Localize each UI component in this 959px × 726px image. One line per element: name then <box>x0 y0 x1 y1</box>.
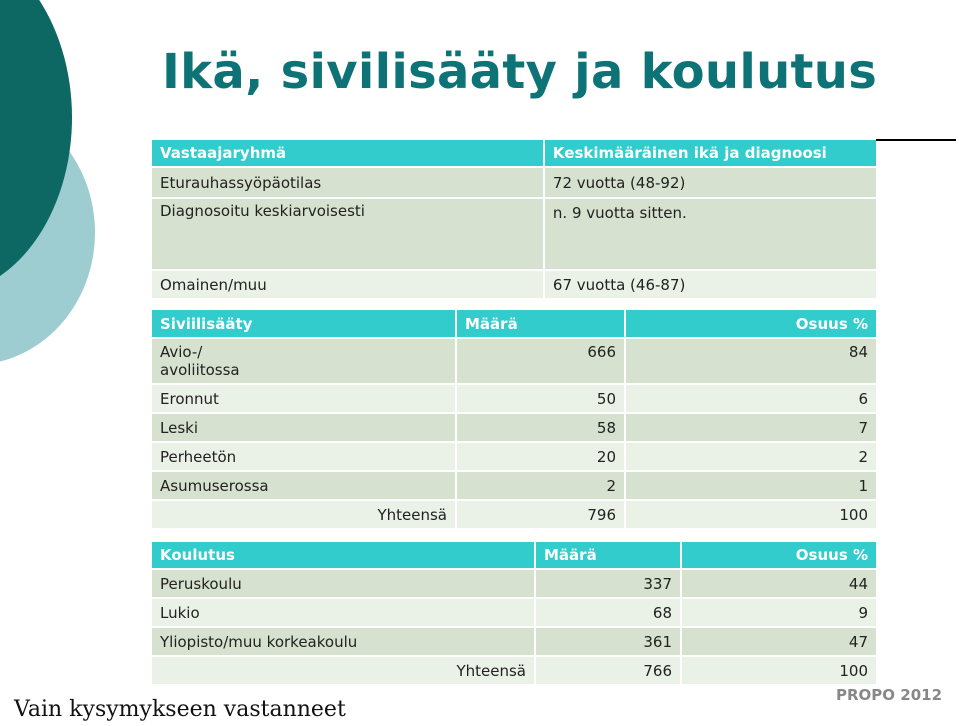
table-cell: Diagnosoitu keskiarvoisesti <box>152 199 543 269</box>
table-total-row <box>152 501 876 528</box>
table-header-row <box>152 542 876 568</box>
table-row <box>152 271 876 298</box>
table-row <box>152 570 876 597</box>
table-cell: Eturauhassyöpäotilas <box>152 168 543 197</box>
table-total-row <box>152 657 876 684</box>
column-header: Määrä <box>457 310 624 337</box>
source-label: PROPO 2012 <box>836 686 943 704</box>
table-cell: Asumuserossa <box>152 472 455 499</box>
table-row <box>152 472 876 499</box>
table-cell: 50 <box>457 385 624 412</box>
table-cell-text: Avio-/ avoliitossa <box>160 343 240 379</box>
table-cell: 67 vuotta (46-87) <box>545 271 876 298</box>
table-cell: 44 <box>682 570 876 597</box>
respondent-group-table <box>150 138 878 300</box>
table-cell: Leski <box>152 414 455 441</box>
decorative-rule <box>876 139 956 141</box>
table-row <box>152 385 876 412</box>
table-cell: 2 <box>457 472 624 499</box>
table-cell: 337 <box>536 570 680 597</box>
table-cell: 20 <box>457 443 624 470</box>
table-row <box>152 628 876 655</box>
page-title: Ikä, sivilisääty ja koulutus <box>162 44 878 100</box>
table-cell: 100 <box>626 501 876 528</box>
table-cell: 1 <box>626 472 876 499</box>
table-cell: 796 <box>457 501 624 528</box>
table-cell: 58 <box>457 414 624 441</box>
table-cell: Perheetön <box>152 443 455 470</box>
table-header-row <box>152 140 876 166</box>
table-cell: 68 <box>536 599 680 626</box>
column-header: Osuus % <box>682 542 876 568</box>
table-row <box>152 599 876 626</box>
table-cell: 100 <box>682 657 876 684</box>
table-cell: 9 <box>682 599 876 626</box>
table-row <box>152 414 876 441</box>
column-header: Osuus % <box>626 310 876 337</box>
table-cell: 84 <box>626 339 876 383</box>
table-row <box>152 443 876 470</box>
table-cell: Eronnut <box>152 385 455 412</box>
column-header: Koulutus <box>152 542 534 568</box>
table-cell: Yhteensä <box>152 657 534 684</box>
footnote: Vain kysymykseen vastanneet <box>14 697 346 722</box>
table-cell: 72 vuotta (48-92) <box>545 168 876 197</box>
table-cell: 7 <box>626 414 876 441</box>
table-row <box>152 339 876 383</box>
table-cell: n. 9 vuotta sitten. <box>545 199 876 269</box>
table-cell: 666 <box>457 339 624 383</box>
table-cell: 2 <box>626 443 876 470</box>
column-header: Keskimääräinen ikä ja diagnoosi <box>545 140 876 166</box>
column-header: Siviilisääty <box>152 310 455 337</box>
table-row <box>152 199 876 269</box>
marital-status-table <box>150 308 878 530</box>
table-cell: 361 <box>536 628 680 655</box>
table-header-row <box>152 310 876 337</box>
column-header: Määrä <box>536 542 680 568</box>
table-cell: Omainen/muu <box>152 271 543 298</box>
column-header: Vastaajaryhmä <box>152 140 543 166</box>
education-table <box>150 540 878 686</box>
table-cell: 6 <box>626 385 876 412</box>
table-cell: Peruskoulu <box>152 570 534 597</box>
table-cell: 47 <box>682 628 876 655</box>
table-cell <box>152 339 455 383</box>
table-cell: 766 <box>536 657 680 684</box>
table-row <box>152 168 876 197</box>
table-cell: Yliopisto/muu korkeakoulu <box>152 628 534 655</box>
table-cell: Yhteensä <box>152 501 455 528</box>
table-cell: Lukio <box>152 599 534 626</box>
